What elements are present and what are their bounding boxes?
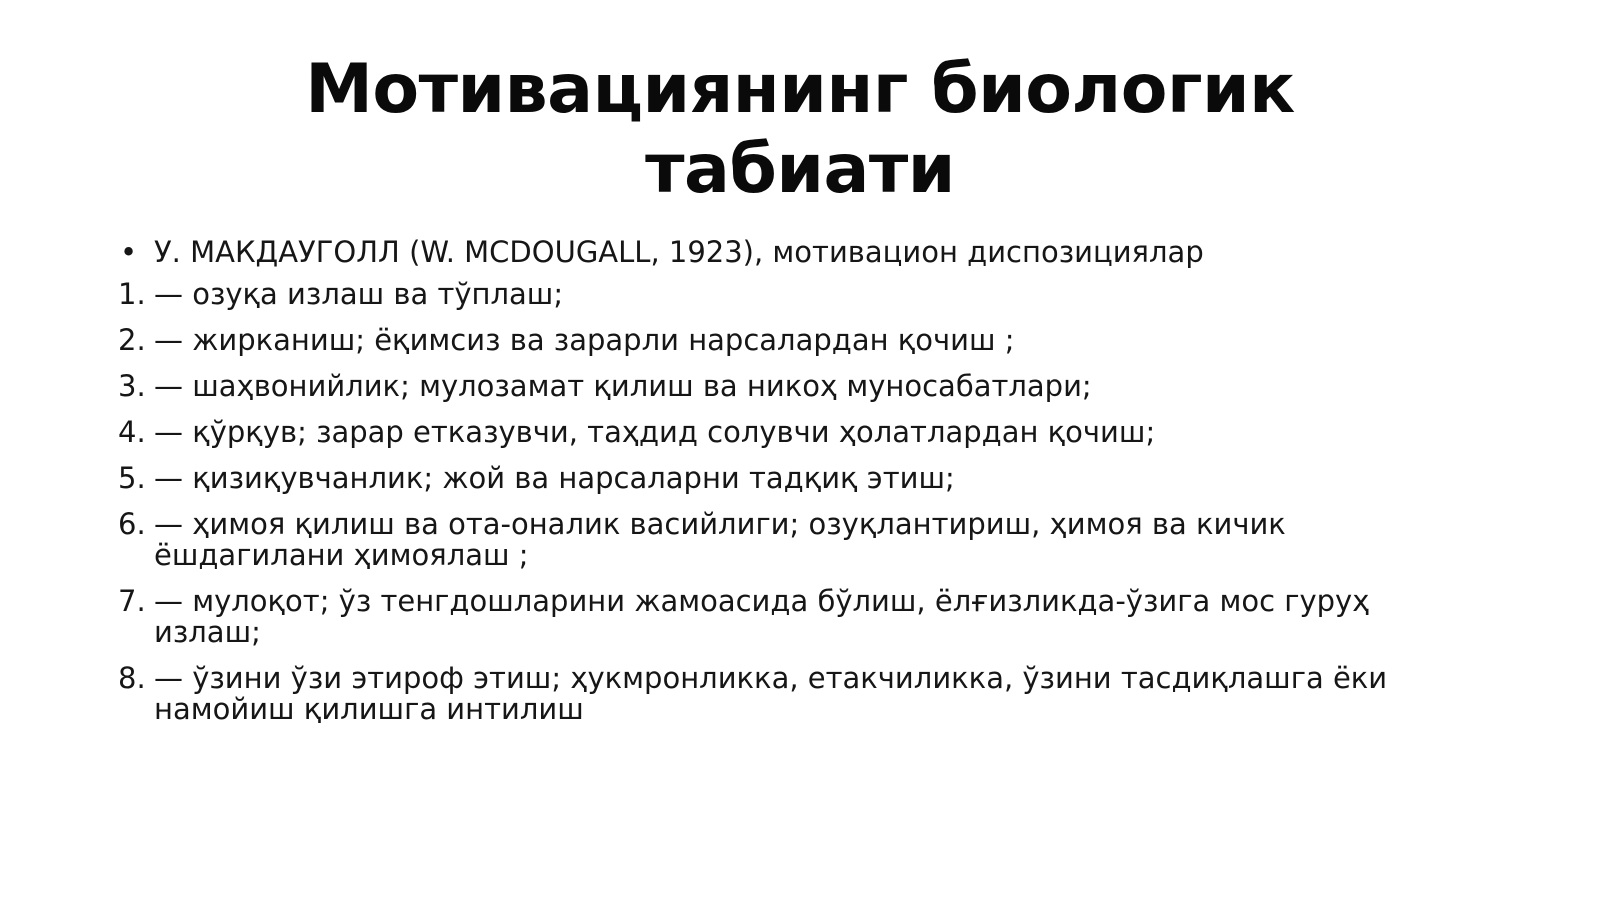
list-text: — жирканиш; ёқимсиз ва зарарли нарсалардан қочиш ; [154, 323, 1015, 357]
list-item-5 [118, 463, 1448, 494]
slide-body [118, 232, 1448, 740]
list-text: — қизиқувчанлик; жой ва нарсаларни тадқиқ этиш; [154, 461, 955, 495]
list-number: 1. [118, 277, 146, 311]
list-text: — ўзини ўзи этироф этиш; ҳукмронликка, етакчиликка, ўзини тасдиқлашга ёки намойиш қилишга интилиш [154, 661, 1388, 726]
list-number: 3. [118, 369, 146, 403]
list-number: 4. [118, 415, 146, 449]
list-number: 5. [118, 461, 146, 495]
list-item-3 [118, 371, 1448, 402]
intro-bullet-item [118, 232, 1448, 272]
list-item-6 [118, 509, 1448, 571]
bullet-icon: • [120, 235, 138, 269]
list-text: — шаҳвонийлик; мулозамат қилиш ва никоҳ муносабатлари; [154, 369, 1092, 403]
list-text: — озуқа излаш ва тўплаш; [154, 277, 564, 311]
title-line-2: табиати [645, 130, 955, 209]
list-number: 8. [118, 661, 146, 695]
list-item-4 [118, 417, 1448, 448]
list-text: — ҳимоя қилиш ва ота-оналик васийлиги; озуқлантириш, ҳимоя ва кичик ёшдагилани ҳимоялаш ; [154, 507, 1286, 572]
list-item-8 [118, 663, 1448, 725]
list-number: 7. [118, 584, 146, 618]
list-item-7 [118, 586, 1448, 648]
list-text: — қўрқув; зарар етказувчи, таҳдид солувчи ҳолатлардан қочиш; [154, 415, 1156, 449]
list-number: 6. [118, 507, 146, 541]
list-text: — мулоқот; ўз тенгдошларини жамоасида бўлиш, ёлғизликда-ўзига мос гуруҳ излаш; [154, 584, 1370, 649]
list-item-1 [118, 279, 1448, 310]
intro-text: У. МАКДАУГОЛЛ (W. MCDOUGALL, 1923), мотивацион диспозициялар [154, 235, 1204, 269]
list-number: 2. [118, 323, 146, 357]
list-item-2 [118, 325, 1448, 356]
title-line-1: Мотивациянинг биологик [305, 50, 1295, 129]
slide-title [160, 50, 1440, 210]
